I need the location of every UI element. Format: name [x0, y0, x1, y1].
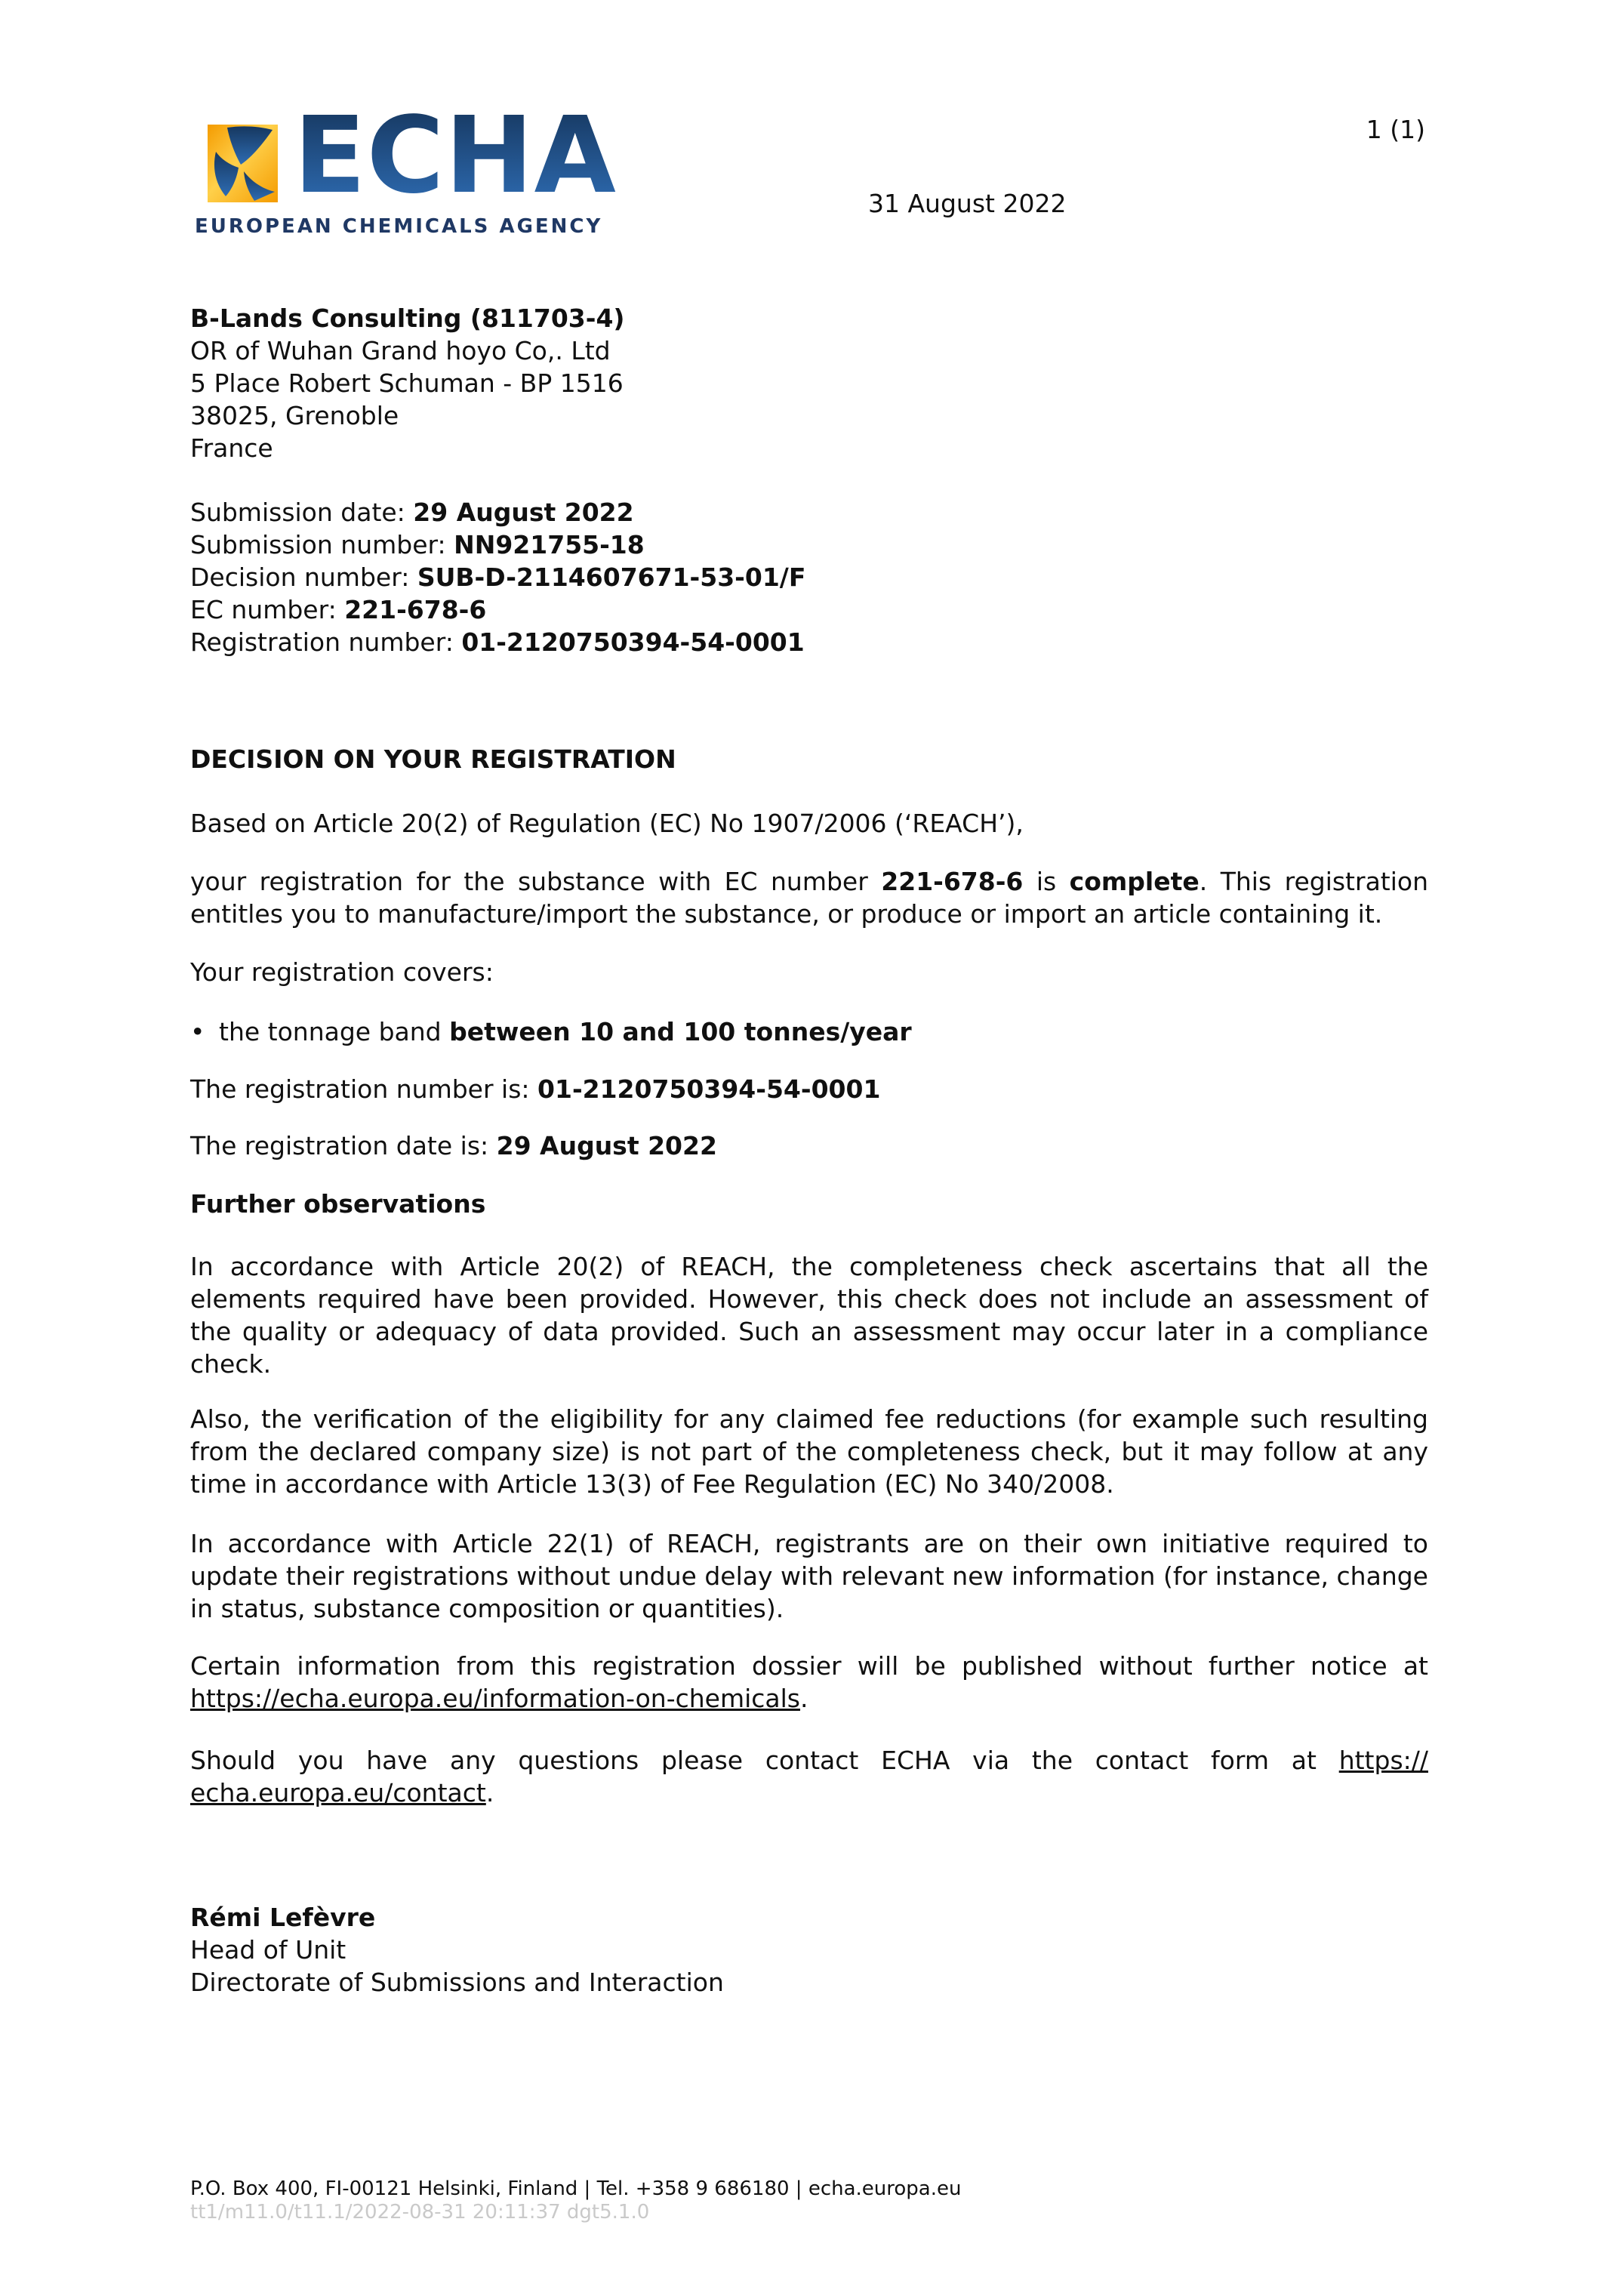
page-footer: [190, 2177, 961, 2224]
recipient-line: 38025, Grenoble: [190, 401, 399, 430]
registration-complete-paragraph: your registration for the substance with EC number 221-678-6 is complete. This registration entitles you to manufacture/import the substance, or produce or import an article containing it.: [190, 867, 1428, 929]
footer-meta: tt1/m11.0/t11.1/2022-08-31 20:11:37 dgt5.1.0: [190, 2201, 650, 2224]
field-value: NN921755-18: [454, 530, 645, 559]
field-value: 01-2120750394-54-0001: [461, 627, 805, 657]
covers-intro: Your registration covers:: [190, 957, 494, 987]
field-label: Decision number:: [190, 562, 417, 592]
registration-date-line: The registration date is: 29 August 2022: [190, 1131, 717, 1160]
field-value: 29 August 2022: [413, 498, 634, 527]
registration-number-value: 01-2120750394-54-0001: [537, 1074, 881, 1104]
status-complete: complete: [1069, 867, 1200, 896]
ec-number-value: 221-678-6: [881, 867, 1024, 896]
submission-row: [190, 561, 1428, 593]
registration-number-line: The registration number is: 01-2120750394-54-0001: [190, 1074, 881, 1104]
submission-details: [190, 496, 1428, 658]
tonnage-band-value: between 10 and 100 tonnes/year: [449, 1017, 912, 1046]
submission-row: [190, 593, 1428, 626]
page-number: 1 (1): [1366, 115, 1425, 144]
field-label: Submission date:: [190, 498, 414, 527]
update-obligation-paragraph: In accordance with Article 22(1) of REACH, registrants are on their own initiative required to update their registrations without undue delay with relevant new information (for instance, change in status, substance composition or quantities).: [190, 1529, 1428, 1623]
signatory-name: Rémi Lefèvre: [190, 1903, 376, 1932]
echa-wordmark: ECHA: [294, 94, 617, 217]
information-on-chemicals-link[interactable]: https://echa.europa.eu/information-on-chemicals: [190, 1684, 801, 1713]
recipient-line: 5 Place Robert Schuman - BP 1516: [190, 368, 624, 398]
field-label: Registration number:: [190, 627, 462, 657]
decision-heading: DECISION ON YOUR REGISTRATION: [190, 744, 676, 774]
recipient-line: OR of Wuhan Grand hoyo Co,. Ltd: [190, 336, 611, 365]
letter-body: [190, 302, 1428, 1999]
signatory-department: Directorate of Submissions and Interaction: [190, 1968, 724, 1997]
tonnage-bullet: • the tonnage band between 10 and 100 tonnes/year: [190, 1017, 912, 1046]
field-value: 221-678-6: [344, 595, 487, 624]
recipient-address: [190, 302, 1428, 464]
field-label: Submission number:: [190, 530, 454, 559]
fee-reductions-paragraph: Also, the verification of the eligibility for any claimed fee reductions (for example such resulting from the declared company size) is not part of the completeness check, but it may follow at any time in accordance with Article 13(3) of Fee Regulation (EC) No 340/2008.: [190, 1404, 1428, 1499]
contact-paragraph: Should you have any questions please contact ECHA via the contact form at https://echa.europa.eu/contact.: [190, 1746, 1428, 1808]
further-observations-heading: Further observations: [190, 1189, 486, 1219]
submission-row: [190, 626, 1428, 658]
document-date: 31 August 2022: [868, 189, 1067, 218]
based-on-paragraph: Based on Article 20(2) of Regulation (EC) No 1907/2006 (‘REACH’),: [190, 809, 1024, 838]
submission-row: [190, 529, 1428, 561]
registration-date-value: 29 August 2022: [496, 1131, 717, 1160]
echa-tagline: EUROPEAN CHEMICALS AGENCY: [195, 215, 603, 238]
publication-paragraph: Certain information from this registration dossier will be published without further notice at https://echa.europa.eu/information-on-chemicals.: [190, 1651, 1428, 1713]
submission-row: [190, 496, 1428, 529]
echa-logo-mark-icon: [208, 125, 278, 202]
completeness-check-paragraph: In accordance with Article 20(2) of REACH, the completeness check ascertains that all the elements required have been provided. However, this check does not include an assessment of the quality or adequacy of data provided. Such an assessment may occur later in a compliance check.: [190, 1252, 1428, 1379]
field-value: SUB-D-2114607671-53-01/F: [417, 562, 806, 592]
field-label: EC number:: [190, 595, 345, 624]
footer-address: P.O. Box 400, FI-00121 Helsinki, Finland | Tel. +358 9 686180 | echa.europa.eu: [190, 2177, 962, 2200]
signature-block: [190, 1901, 1428, 1999]
bullet-icon: •: [190, 1017, 205, 1046]
recipient-line: France: [190, 433, 273, 463]
contact-form-link[interactable]: https://echa.europa.eu/contact: [190, 1746, 1428, 1808]
recipient-name: B-Lands Consulting (811703-4): [190, 304, 625, 333]
signatory-title: Head of Unit: [190, 1935, 346, 1965]
